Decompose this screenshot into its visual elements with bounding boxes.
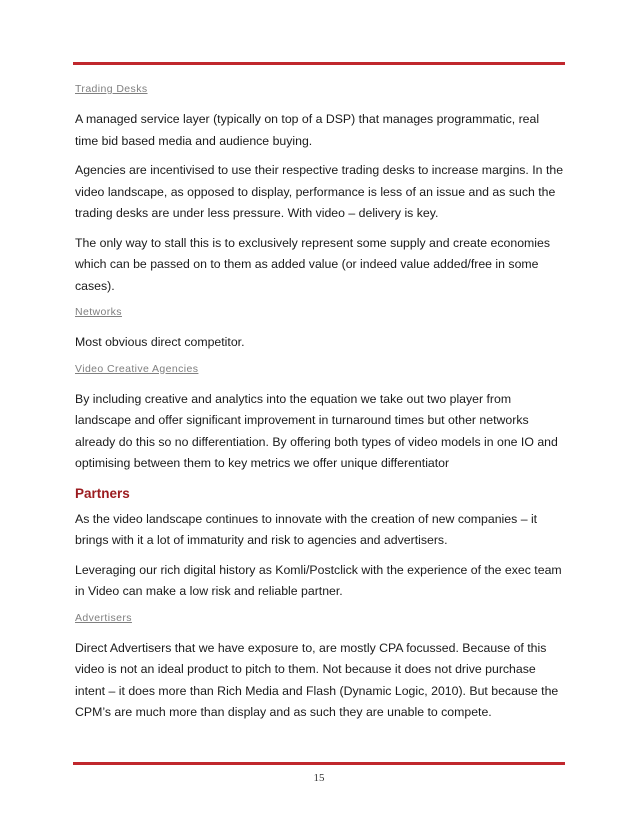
trading-desks-paragraph-2: Agencies are incentivised to use their respective trading desks to increase margins. In the video landscape, as opposed to display, performance is less of an issue and as such the trading desks are under less pressure. With video – delivery is key. <box>75 163 564 220</box>
trading-desks-paragraph-1: A managed service layer (typically on top of a DSP) that manages programmatic, real time bid based media and audience buying. <box>75 112 540 148</box>
partners-paragraph-1: As the video landscape continues to innovate with the creation of new companies – it brings with it a lot of immaturity and risk to agencies and advertisers. <box>75 511 538 547</box>
trading-desks-paragraph-3: The only way to stall this is to exclusively represent some supply and create economies which can be passed on to them as added value (or indeed value added/free in some cases). <box>75 235 551 293</box>
video-creative-agencies-paragraph-1: By including creative and analytics into the equation we take out two player from landscape and offer significant improvement in turnaround times but other networks already do this so no differentiation. By offering both types of video models in one IO and optimising between them to key metrics we offer unique differentiator <box>75 391 558 470</box>
top-divider <box>73 62 565 65</box>
trading-desks-heading: Trading Desks <box>75 83 148 95</box>
advertisers-paragraph-1: Direct Advertisers that we have exposure to, are mostly CPA focussed. Because of this video is not an ideal product to pitch to them. Not because it does not drive purchase intent – it does more than Rich Media and Flash (Dynamic Logic, 2010). But because the CPM’s are much more than display and as such they are unable to compete. <box>75 640 559 719</box>
document-body <box>75 82 565 732</box>
advertisers-heading: Advertisers <box>75 611 132 624</box>
partners-paragraph-2: Leveraging our rich digital history as Komli/Postclick with the experience of the exec team in Video can make a low risk and reliable partner. <box>75 562 562 598</box>
networks-paragraph-1: Most obvious direct competitor. <box>75 335 245 349</box>
video-creative-agencies-heading: Video Creative Agencies <box>75 362 199 375</box>
networks-heading: Networks <box>75 306 122 318</box>
partners-heading: Partners <box>75 485 130 501</box>
page-number: 15 <box>313 772 325 784</box>
bottom-divider <box>73 762 565 765</box>
